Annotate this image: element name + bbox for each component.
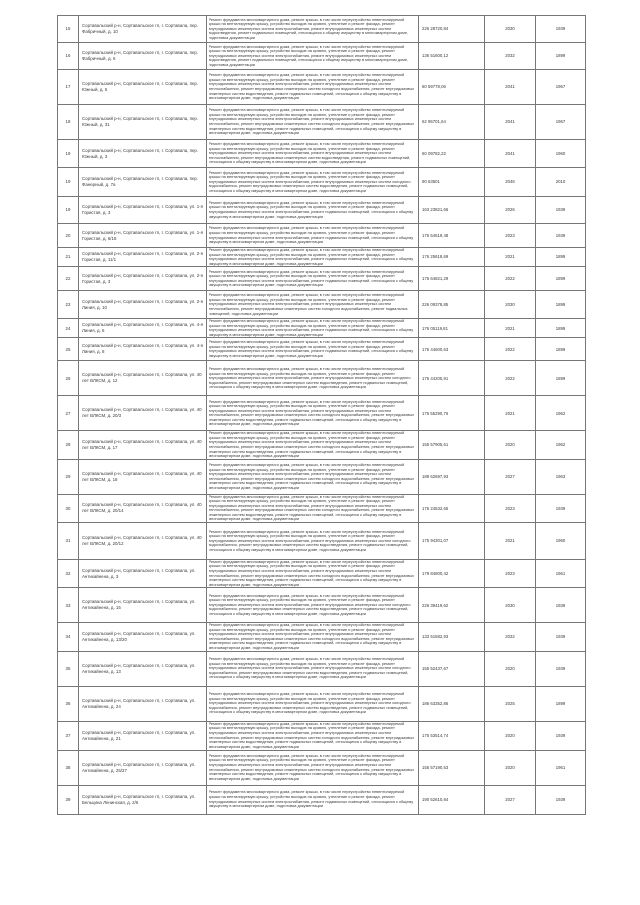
cost-cell: 226 28720,84 <box>419 16 485 43</box>
address-cell: Сортавальский р-н, Сортавальское гп, г. Сортавала, пер. Южный, д. 5 <box>79 70 207 105</box>
works-cell <box>207 651 419 686</box>
built-year-cell: 1967 <box>536 105 586 140</box>
row-number-cell: 15 <box>58 16 79 43</box>
address-cell: Сортавальский р-н, Сортавальское гп, г. Сортавала, пер. Южный, д. 31 <box>79 105 207 140</box>
row-number-cell: 19 <box>58 197 79 224</box>
row-number-cell: 25 <box>58 338 79 361</box>
cost-cell: 62 95701,64 <box>419 105 485 140</box>
works-text: Ремонт фундамента многоквартирного дома, ремонт крыши, в том числе переустройство невентилируемой крыши на вентилируемую крышу, устройство выходов на кровлю, утепление и ремонт фасада, ремонт внутридомовых инженерных систем электроснабжения, ремонт внутридомовых инженерных систем холодного водоснабжения, ремонт внутридомовых инженерных систем водоотведения, ремонт подвальных помещений, относящихся к общему имуществу в многоквартирном доме, подготовка документации <box>208 593 411 617</box>
row-number-cell: 37 <box>58 721 79 750</box>
document-sheet <box>57 15 585 815</box>
row-number-cell: 32 <box>58 559 79 587</box>
table-row <box>58 651 586 686</box>
works-cell <box>207 588 419 623</box>
planned-year-cell: 2032 <box>485 43 536 70</box>
cost-cell: 175 55290,76 <box>419 396 485 431</box>
address-cell: Сортавальский р-н, Сортавальское гп, г. Сортавала, ул. Антикайнена, д. 25/27 <box>79 750 207 785</box>
built-year-cell: 1939 <box>536 224 586 248</box>
table-row <box>58 267 586 291</box>
planned-year-cell: 2020 <box>485 721 536 750</box>
row-number-cell: 19 <box>58 140 79 168</box>
built-year-cell: 1962 <box>536 396 586 431</box>
row-number-cell: 35 <box>58 651 79 686</box>
table-row <box>58 361 586 396</box>
table-row <box>58 623 586 651</box>
works-text: Ремонт фундамента многоквартирного дома, ремонт крыши, в том числе переустройство невентилируемой крыши на вентилируемую крышу, устройство выходов на кровлю, утепление и ремонт фасада, ремонт внутридомовых инженерных систем электроснабжения, ремонт внутридомовых инженерных систем водоотведения, ремонт подвальных помещений, относящихся к общему имуществу в многоквартирном доме, подготовка документации <box>208 44 409 67</box>
works-cell <box>207 459 419 494</box>
capital-repair-table <box>57 15 586 815</box>
works-text: Ремонт фундамента многоквартирного дома, ремонт крыши, в том числе переустройство невентилируемой крыши на вентилируемую крышу, устройство выходов на кровлю, утепление и ремонт фасада, ремонт внутридомовых инженерных систем электроснабжения, ремонт внутридомовых инженерных систем теплоснабжения, ремонт внутридомовых инженерных систем холодного водоснабжения, ремонт внутридомовых инженерных систем водоотведения, ремонт подвальных помещений, относящихся к общему имуществу в многоквартирном доме, подготовка документации <box>208 463 415 490</box>
planned-year-cell: 2030 <box>485 588 536 623</box>
planned-year-cell: 2026 <box>485 197 536 224</box>
works-cell <box>207 70 419 105</box>
works-text: Ремонт фундамента многоквартирного дома, ремонт крыши, в том числе переустройство невентилируемой крыши на вентилируемую крышу, устройство выходов на кровлю, утепление и ремонт фасада, ремонт внутридомовых инженерных систем электроснабжения, ремонт подвальных помещений, относящихся к общему имуществу в многоквартирном доме, подготовка документации <box>208 248 414 266</box>
built-year-cell: 1939 <box>536 721 586 750</box>
built-year-cell: 1963 <box>536 459 586 494</box>
works-text: Ремонт фундамента многоквартирного дома, ремонт крыши, в том числе переустройство невентилируемой крыши на вентилируемую крышу, устройство выходов на кровлю, утепление и ремонт фасада, ремонт внутридомовых инженерных систем электроснабжения, ремонт внутридомовых инженерных систем теплоснабжения, ремонт внутридомовых инженерных систем холодного водоснабжения, ремонт внутридомовых инженерных систем водоотведения, ремонт подвальных помещений, относящихся к общему имуществу в многоквартирном доме, подготовка документации <box>208 73 415 101</box>
table-body <box>58 16 586 815</box>
cost-cell: 133 51582,93 <box>419 623 485 651</box>
works-text: Ремонт фундамента многоквартирного дома, ремонт крыши, в том числе переустройство невентилируемой крыши на вентилируемую крышу, устройство выходов на кровлю, утепление и ремонт фасада, ремонт внутридомовых инженерных систем электроснабжения, ремонт внутридомовых инженерных систем холодного водоснабжения, ремонт внутридомовых инженерных систем водоотведения, ремонт подвальных помещений, относящихся к общему имуществу в многоквартирном доме, подготовка документации <box>208 367 411 390</box>
built-year-cell: 1899 <box>536 267 586 291</box>
address-cell: Сортавальский р-н, Сортавальское гп, г. Сортавала, ул. Антикайнена, д. 15 <box>79 588 207 623</box>
works-cell <box>207 197 419 224</box>
cost-cell: 179 84800,42 <box>419 559 485 587</box>
built-year-cell: 1939 <box>536 785 586 814</box>
address-cell: Сортавальский р-н, Сортавальское гп, г. Сортавала, ул. Антикайнена, д. 24 <box>79 686 207 721</box>
works-cell <box>207 140 419 168</box>
cost-cell: 176 54519,48 <box>419 224 485 248</box>
built-year-cell: 2010 <box>536 168 586 197</box>
row-number-cell: 27 <box>58 396 79 431</box>
address-cell: Сортавальский р-н, Сортавальское гп, г. Сортавала, ул. Антикайнена, д. 3 <box>79 559 207 587</box>
cost-cell: 226 09378,85 <box>419 291 485 319</box>
row-number-cell: 36 <box>58 686 79 721</box>
planned-year-cell: 2023 <box>485 224 536 248</box>
table-row <box>58 338 586 361</box>
row-number-cell: 22 <box>58 267 79 291</box>
works-text: Ремонт фундамента многоквартирного дома, ремонт крыши, в том числе переустройство невентилируемой крыши на вентилируемую крышу, устройство выходов на кровлю, утепление и ремонт фасада, ремонт внутридомовых инженерных систем электроснабжения, ремонт внутридомовых инженерных систем холодного водоснабжения, ремонт внутридомовых инженерных систем водоотведения, ремонт подвальных помещений, относящихся к общему имуществу в многоквартирном доме, подготовка документации <box>208 170 411 193</box>
works-text: Ремонт фундамента многоквартирного дома, ремонт крыши, в том числе переустройство невентилируемой крыши на вентилируемую крышу, устройство выходов на кровлю, утепление и ремонт фасада, ремонт внутридомовых инженерных систем электроснабжения, ремонт внутридомовых инженерных систем теплоснабжения, ремонт внутридомовых инженерных систем холодного водоснабжения, ремонт внутридомовых инженерных систем водоотведения, ремонт подвальных помещений, относящихся к общему имуществу в многоквартирном доме, подготовка документации <box>208 623 415 650</box>
works-cell <box>207 105 419 140</box>
row-number-cell: 39 <box>58 785 79 814</box>
address-cell: Сортавальский р-н, Сортавальское гп, г. Сортавала, ул. 2-я Линия, д. 10 <box>79 291 207 319</box>
address-cell: Сортавальский р-н, Сортавальское гп, г. Сортавала, пер. Фабричный, д. 10 <box>79 16 207 43</box>
row-number-cell: 21 <box>58 248 79 267</box>
works-cell <box>207 319 419 338</box>
table-row <box>58 431 586 459</box>
cost-cell: 155 52437,67 <box>419 651 485 686</box>
row-number-cell: 20 <box>58 224 79 248</box>
address-cell: Сортавальский р-н, Сортавальское гп, г. Сортавала, пер. Фабричный, д. 6 <box>79 43 207 70</box>
table-row <box>58 522 586 559</box>
table-row <box>58 70 586 105</box>
planned-year-cell: 2020 <box>485 750 536 785</box>
built-year-cell: 1939 <box>536 651 586 686</box>
cost-cell: 90 63501 <box>419 168 485 197</box>
built-year-cell: 1899 <box>536 361 586 396</box>
table-row <box>58 248 586 267</box>
cost-cell: 189 62697,93 <box>419 459 485 494</box>
works-cell <box>207 361 419 396</box>
planned-year-cell: 2022 <box>485 267 536 291</box>
planned-year-cell: 2025 <box>485 686 536 721</box>
address-cell: Сортавальский р-н, Сортавальское гп, г. Сортавала, ул. Антикайнена, д. 21 <box>79 721 207 750</box>
planned-year-cell: 2041 <box>485 70 536 105</box>
works-text: Ремонт фундамента многоквартирного дома, ремонт крыши, в том числе переустройство невентилируемой крыши на вентилируемую крышу, устройство выходов на кровлю, утепление и ремонт фасада, ремонт внутридомовых инженерных систем электроснабжения, ремонт внутридомовых инженерных систем теплоснабжения, ремонт внутридомовых инженерных систем холодного водоснабжения, ремонт подвальных помещений, подготовка документации <box>208 293 408 316</box>
row-number-cell: 31 <box>58 522 79 559</box>
row-number-cell: 16 <box>58 43 79 70</box>
works-text: Ремонт фундамента многоквартирного дома, ремонт крыши, в том числе переустройство невентилируемой крыши на вентилируемую крышу, устройство выходов на кровлю, утепление и ремонт фасада, ремонт внутридомовых инженерных систем электроснабжения, ремонт внутридомовых инженерных систем холодного водоснабжения, ремонт внутридомовых инженерных систем водоотведения, ремонт подвальных помещений, относящихся к общему имуществу в многоквартирном доме, подготовка документации <box>208 657 411 680</box>
works-cell <box>207 291 419 319</box>
table-row <box>58 686 586 721</box>
address-cell: Сортавальский р-н, Сортавальское гп, г. Сортавала, ул. Антикайнена, д. 13/20 <box>79 623 207 651</box>
table-row <box>58 588 586 623</box>
cost-cell: 175 53514,74 <box>419 721 485 750</box>
works-text: Ремонт фундамента многоквартирного дома, ремонт крыши, в том числе переустройство невентилируемой крыши на вентилируемую крышу, устройство выходов на кровлю, утепление и ремонт фасада, ремонт внутридомовых инженерных систем электроснабжения, ремонт внутридомовых инженерных систем теплоснабжения, ремонт внутридомовых инженерных систем холодного водоснабжения, ремонт внутридомовых инженерных систем водоотведения, ремонт подвальных помещений, относящихся к общему имуществу в многоквартирном доме, подготовка документации <box>208 431 415 459</box>
planned-year-cell: 2022 <box>485 361 536 396</box>
address-cell: Сортавальский р-н, Сортавальское гп, г. Сортавала, ул. 1-я Гористая, д. 3 <box>79 197 207 224</box>
built-year-cell: 1960 <box>536 140 586 168</box>
cost-cell: 176 24532,65 <box>419 494 485 522</box>
row-number-cell: 24 <box>58 319 79 338</box>
table-row <box>58 319 586 338</box>
cost-cell: 163 23821,66 <box>419 197 485 224</box>
works-text: Ремонт фундамента многоквартирного дома, ремонт крыши, в том числе переустройство невентилируемой крыши на вентилируемую крышу, устройство выходов на кровлю, утепление и ремонт фасада, ремонт внутридомовых инженерных систем электроснабжения, ремонт внутридомовых инженерных систем теплоснабжения, ремонт внутридомовых инженерных систем водоотведения, ремонт подвальных помещений, относящихся к общему имуществу в многоквартирном доме, подготовка документации <box>208 142 411 165</box>
works-text: Ремонт фундамента многоквартирного дома, ремонт крыши, в том числе переустройство невентилируемой крыши на вентилируемую крышу, устройство выходов на кровлю, утепление и ремонт фасада, ремонт внутридомовых инженерных систем электроснабжения, ремонт внутридомовых инженерных систем водоотведения, ремонт подвальных помещений, относящихся к общему имуществу в многоквартирном доме, подготовка документации <box>208 17 409 40</box>
planned-year-cell: 2022 <box>485 338 536 361</box>
works-cell <box>207 785 419 814</box>
works-cell <box>207 396 419 431</box>
cost-cell: 176 64821,29 <box>419 267 485 291</box>
planned-year-cell: 2027 <box>485 785 536 814</box>
table-row <box>58 197 586 224</box>
cost-cell: 155 57190,53 <box>419 750 485 785</box>
planned-year-cell: 2030 <box>485 16 536 43</box>
built-year-cell: 1961 <box>536 559 586 587</box>
built-year-cell: 1899 <box>536 686 586 721</box>
works-text: Ремонт фундамента многоквартирного дома, ремонт крыши, в том числе переустройство невентилируемой крыши на вентилируемую крышу, устройство выходов на кровлю, утепление и ремонт фасада, ремонт внутридомовых инженерных систем электроснабжения, ремонт внутридомовых инженерных систем теплоснабжения, ремонт внутридомовых инженерных систем холодного водоснабжения, ремонт внутридомовых инженерных систем водоотведения, ремонт подвальных помещений, относящихся к общему имуществу в многоквартирном доме, подготовка документации <box>208 494 415 522</box>
works-cell <box>207 431 419 459</box>
built-year-cell: 1960 <box>536 522 586 559</box>
works-cell <box>207 16 419 43</box>
address-cell: Сортавальский р-н, Сортавальское гп, г. Сортавала, ул. Антикайнена, д. 13 <box>79 651 207 686</box>
built-year-cell: 1899 <box>536 43 586 70</box>
works-text: Ремонт фундамента многоквартирного дома, ремонт крыши, в том числе переустройство невентилируемой крыши на вентилируемую крышу, устройство выходов на кровлю, утепление и ремонт фасада, ремонт внутридомовых инженерных систем электроснабжения, ремонт подвальных помещений, относящихся к общему имуществу в многоквартирном доме, подготовка документации <box>208 226 414 245</box>
built-year-cell: 1939 <box>536 197 586 224</box>
row-number-cell: 17 <box>58 70 79 105</box>
works-cell <box>207 623 419 651</box>
planned-year-cell: 2030 <box>485 291 536 319</box>
built-year-cell: 1899 <box>536 248 586 267</box>
built-year-cell: 1899 <box>536 291 586 319</box>
address-cell: Сортавальский р-н, Сортавальское гп, г. Сортавала, ул. 40 лет ВЛКСМ, д. 20/12 <box>79 522 207 559</box>
address-cell: Сортавальский р-н, Сортавальское гп, г. Сортавала, ул. 4-я Линия, д. 6 <box>79 319 207 338</box>
planned-year-cell: 2021 <box>485 319 536 338</box>
row-number-cell: 19 <box>58 168 79 197</box>
row-number-cell: 30 <box>58 494 79 522</box>
address-cell: Сортавальский р-н, Сортавальское гп, г. Сортавала, ул. 2-я Гористая, д. 11/1 <box>79 248 207 267</box>
table-row <box>58 43 586 70</box>
works-text: Ремонт фундамента многоквартирного дома, ремонт крыши, в том числе переустройство невентилируемой крыши на вентилируемую крышу, устройство выходов на кровлю, утепление и ремонт фасада, ремонт внутридомовых инженерных систем электроснабжения, ремонт подвальных помещений, относящихся к общему имуществу в многоквартирном доме, подготовка документации <box>208 340 414 358</box>
planned-year-cell: 2020 <box>485 431 536 459</box>
row-number-cell: 34 <box>58 623 79 651</box>
row-number-cell: 33 <box>58 588 79 623</box>
table-row <box>58 16 586 43</box>
planned-year-cell: 2032 <box>485 623 536 651</box>
works-text: Ремонт фундамента многоквартирного дома, ремонт крыши, в том числе переустройство невентилируемой крыши на вентилируемую крышу, устройство выходов на кровлю, утепление и ремонт фасада, ремонт внутридомовых инженерных систем электроснабжения, ремонт внутридомовых инженерных систем теплоснабжения, ремонт внутридомовых инженерных систем холодного водоснабжения, ремонт внутридомовых инженерных систем водоотведения, ремонт подвальных помещений, относящихся к общему имуществу в многоквартирном доме, подготовка документации <box>208 753 415 781</box>
address-cell: Сортавальский р-н, Сортавальское гп, г. Сортавала, ул. 2-я Гористая, д. 3 <box>79 267 207 291</box>
row-number-cell: 26 <box>58 361 79 396</box>
works-cell <box>207 686 419 721</box>
cost-cell: 176 44600,63 <box>419 338 485 361</box>
row-number-cell: 38 <box>58 750 79 785</box>
cost-cell: 226 39419,62 <box>419 588 485 623</box>
planned-year-cell: 2046 <box>485 168 536 197</box>
works-text: Ремонт фундамента многоквартирного дома, ремонт крыши, в том числе переустройство невентилируемой крыши на вентилируемую крышу, устройство выходов на кровлю, утепление и ремонт фасада, ремонт внутридомовых инженерных систем электроснабжения, ремонт внутридомовых инженерных систем холодного водоснабжения, ремонт внутридомовых инженерных систем водоотведения, ремонт подвальных помещений, относящихся к общему имуществу в многоквартирном доме, подготовка документации <box>208 692 411 715</box>
planned-year-cell: 2023 <box>485 559 536 587</box>
works-cell <box>207 267 419 291</box>
table-row <box>58 750 586 785</box>
table-row <box>58 459 586 494</box>
works-cell <box>207 168 419 197</box>
row-number-cell: 28 <box>58 431 79 459</box>
works-cell <box>207 248 419 267</box>
cost-cell: 176 25618,69 <box>419 248 485 267</box>
table-row <box>58 224 586 248</box>
works-cell <box>207 750 419 785</box>
built-year-cell: 1899 <box>536 338 586 361</box>
cost-cell: 176 05119,81 <box>419 319 485 338</box>
table-row <box>58 396 586 431</box>
cost-cell: 60 59778,06 <box>419 70 485 105</box>
row-number-cell: 23 <box>58 291 79 319</box>
planned-year-cell: 2020 <box>485 651 536 686</box>
address-cell: Сортавальский р-н, Сортавальское гп, г. Сортавала, пер. Фанерный, д. 7а <box>79 168 207 197</box>
cost-cell: 155 57905,61 <box>419 431 485 459</box>
works-text: Ремонт фундамента многоквартирного дома, ремонт крыши, в том числе переустройство невентилируемой крыши на вентилируемую крышу, устройство выходов на кровлю, утепление и ремонт фасада, ремонт внутридомовых инженерных систем электроснабжения, ремонт внутридомовых инженерных систем теплоснабжения, ремонт внутридомовых инженерных систем холодного водоснабжения, ремонт внутридомовых инженерных систем водоотведения, ремонт подвальных помещений, относящихся к общему имуществу в многоквартирном доме, подготовка документации <box>208 399 415 427</box>
address-cell: Сортавальский р-н, Сортавальское гп, г. Сортавала, ул. 40 лет ВЛКСМ, д. 17 <box>79 431 207 459</box>
cost-cell: 175 94301,07 <box>419 522 485 559</box>
works-text: Ремонт фундамента многоквартирного дома, ремонт крыши, в том числе переустройство невентилируемой крыши на вентилируемую крышу, устройство выходов на кровлю, утепление и ремонт фасада, ремонт внутридомовых инженерных систем электроснабжения, ремонт внутридомовых инженерных систем теплоснабжения, ремонт внутридомовых инженерных систем холодного водоснабжения, ремонт внутридомовых инженерных систем водоотведения, ремонт подвальных помещений, относящихся к общему имуществу в многоквартирном доме, подготовка документации <box>208 108 415 136</box>
works-text: Ремонт фундамента многоквартирного дома, ремонт крыши, в том числе переустройство невентилируемой крыши на вентилируемую крышу, устройство выходов на кровлю, утепление и ремонт фасада, ремонт внутридомовых инженерных систем электроснабжения, ремонт подвальных помещений, относящихся к общему имуществу в многоквартирном доме, подготовка документации <box>208 200 414 219</box>
planned-year-cell: 2027 <box>485 459 536 494</box>
table-row <box>58 559 586 587</box>
address-cell: Сортавальский р-н, Сортавальское гп, г. Сортавала, ул. Бельцина Ленинская, д. 2/6 <box>79 785 207 814</box>
cost-cell: 136 51600,12 <box>419 43 485 70</box>
built-year-cell: 1939 <box>536 623 586 651</box>
address-cell: Сортавальский р-н, Сортавальское гп, г. Сортавала, ул. 40 лет ВЛКСМ, д. 12 <box>79 361 207 396</box>
works-text: Ремонт фундамента многоквартирного дома, ремонт крыши, в том числе переустройство невентилируемой крыши на вентилируемую крышу, устройство выходов на кровлю, утепление и ремонт фасада, ремонт внутридомовых инженерных систем электроснабжения, ремонт подвальных помещений, относящихся к общему имуществу в многоквартирном доме, подготовка документации <box>208 269 414 288</box>
works-cell <box>207 522 419 559</box>
built-year-cell: 1939 <box>536 588 586 623</box>
planned-year-cell: 2021 <box>485 248 536 267</box>
works-text: Ремонт фундамента многоквартирного дома, ремонт крыши, в том числе переустройство невентилируемой крыши на вентилируемую крышу, устройство выходов на кровлю, утепление и ремонт фасада, ремонт внутридомовых инженерных систем электроснабжения, ремонт подвальных помещений, относящихся к общему имуществу в многоквартирном доме, подготовка документации <box>208 319 414 337</box>
table-row <box>58 140 586 168</box>
works-cell <box>207 338 419 361</box>
table-row <box>58 291 586 319</box>
address-cell: Сортавальский р-н, Сортавальское гп, г. Сортавала, ул. 1-я Гористая, д. 6/18 <box>79 224 207 248</box>
cost-cell: 190 52610,84 <box>419 785 485 814</box>
planned-year-cell: 2041 <box>485 140 536 168</box>
works-cell <box>207 721 419 750</box>
address-cell: Сортавальский р-н, Сортавальское гп, г. Сортавала, пер. Южный, д. 3 <box>79 140 207 168</box>
works-text: Ремонт фундамента многоквартирного дома, ремонт крыши, в том числе переустройство невентилируемой крыши на вентилируемую крышу, устройство выходов на кровлю, утепление и ремонт фасада, ремонт внутридомовых инженерных систем электроснабжения, ремонт внутридомовых инженерных систем холодного водоснабжения, ремонт внутридомовых инженерных систем водоотведения, ремонт подвальных помещений, относящихся к общему имуществу в многоквартирном доме, подготовка документации <box>208 529 411 552</box>
cost-cell: 60 09782,22 <box>419 140 485 168</box>
built-year-cell: 1939 <box>536 16 586 43</box>
works-text: Ремонт фундамента многоквартирного дома, ремонт крыши, в том числе переустройство невентилируемой крыши на вентилируемую крышу, устройство выходов на кровлю, утепление и ремонт фасада, ремонт внутридомовых инженерных систем электроснабжения, ремонт внутридомовых инженерных систем теплоснабжения, ремонт внутридомовых инженерных систем холодного водоснабжения, ремонт внутридомовых инженерных систем водоотведения, ремонт подвальных помещений, относящихся к общему имуществу в многоквартирном доме, подготовка документации <box>208 559 415 587</box>
built-year-cell: 1962 <box>536 431 586 459</box>
table-row <box>58 494 586 522</box>
table-row <box>58 168 586 197</box>
planned-year-cell: 2021 <box>485 522 536 559</box>
table-row <box>58 785 586 814</box>
planned-year-cell: 2041 <box>485 105 536 140</box>
built-year-cell: 1899 <box>536 319 586 338</box>
row-number-cell: 18 <box>58 105 79 140</box>
address-cell: Сортавальский р-н, Сортавальское гп, г. Сортавала, ул. 40 лет ВЛКСМ, д. 20/3 <box>79 396 207 431</box>
cost-cell: 176 44205,91 <box>419 361 485 396</box>
works-text: Ремонт фундамента многоквартирного дома, ремонт крыши, в том числе переустройство невентилируемой крыши на вентилируемую крышу, устройство выходов на кровлю, утепление и ремонт фасада, ремонт внутридомовых инженерных систем электроснабжения, ремонт подвальных помещений, относящихся к общему имуществу в многоквартирном доме, подготовка документации <box>208 790 414 809</box>
address-cell: Сортавальский р-н, Сортавальское гп, г. Сортавала, ул. 4-я Линия, д. 8 <box>79 338 207 361</box>
address-cell: Сортавальский р-н, Сортавальское гп, г. Сортавала, ул. 40 лет ВЛКСМ, д. 20/14 <box>79 494 207 522</box>
address-cell: Сортавальский р-н, Сортавальское гп, г. Сортавала, ул. 40 лет ВЛКСМ, д. 18 <box>79 459 207 494</box>
cost-cell: 186 63352,86 <box>419 686 485 721</box>
planned-year-cell: 2021 <box>485 396 536 431</box>
built-year-cell: 1939 <box>536 494 586 522</box>
works-cell <box>207 43 419 70</box>
works-cell <box>207 224 419 248</box>
works-cell <box>207 494 419 522</box>
works-text: Ремонт фундамента многоквартирного дома, ремонт крыши, в том числе переустройство невентилируемой крыши на вентилируемую крышу, устройство выходов на кровлю, утепление и ремонт фасада, ремонт внутридомовых инженерных систем электроснабжения, ремонт внутридомовых инженерных систем теплоснабжения, ремонт внутридомовых инженерных систем холодного водоснабжения, ремонт внутридомовых инженерных систем водоотведения, ремонт подвальных помещений, относящихся к общему имуществу в многоквартирном доме, подготовка документации <box>208 721 415 749</box>
planned-year-cell: 2023 <box>485 494 536 522</box>
row-number-cell: 29 <box>58 459 79 494</box>
built-year-cell: 1961 <box>536 750 586 785</box>
built-year-cell: 1967 <box>536 70 586 105</box>
table-row <box>58 105 586 140</box>
table-row <box>58 721 586 750</box>
works-cell <box>207 559 419 587</box>
